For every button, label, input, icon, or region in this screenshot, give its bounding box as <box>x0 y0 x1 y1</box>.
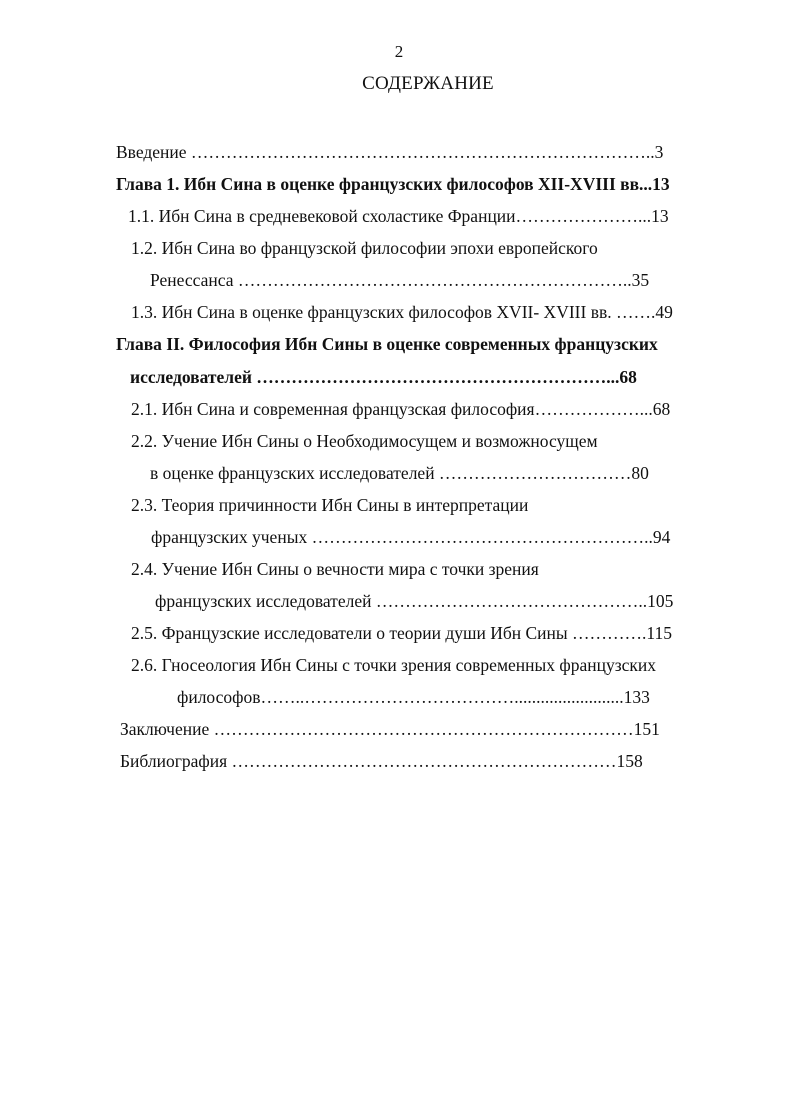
toc-section-2-1: 2.1. Ибн Сина и современная французская философия………………...68 <box>131 399 671 419</box>
toc-chapter-1: Глава 1. Ибн Сина в оценке французских философов XII-XVIII вв...13 <box>116 174 670 194</box>
toc-section-2-6-cont: философов……..……………………………….........................133 <box>177 687 650 707</box>
toc-section-2-2-cont: в оценке французских исследователей ……………………………80 <box>150 463 649 483</box>
toc-section-1-1: 1.1. Ибн Сина в средневековой схоластике Франции…………………...13 <box>128 206 669 226</box>
toc-section-2-2: 2.2. Учение Ибн Сины о Необходимосущем и возможносущем <box>131 431 598 451</box>
toc-section-2-4: 2.4. Учение Ибн Сины о вечности мира с точки зрения <box>131 559 539 579</box>
toc-entry-conclusion: Заключение ………………………………………………………………151 <box>120 719 660 739</box>
toc-section-1-3: 1.3. Ибн Сина в оценке французских философов XVII- XVIII вв. …….49 <box>131 302 673 322</box>
toc-section-2-6: 2.6. Гносеология Ибн Сины с точки зрения современных французских <box>131 655 657 675</box>
toc-section-1-2-cont: Ренессанса …………………………………………………………..35 <box>150 270 650 290</box>
toc-section-2-5: 2.5. Французские исследователи о теории души Ибн Сины ………….115 <box>131 623 673 643</box>
toc-section-2-3-cont: французских ученых …………………………………………………..94 <box>151 527 671 547</box>
toc-section-2-3: 2.3. Теория причинности Ибн Сины в интерпретации <box>131 495 529 515</box>
toc-entry-introduction: Введение ……………………………………………………………………..3 <box>116 142 664 162</box>
toc-entry-bibliography: Библиография …………………………………………………………158 <box>120 751 643 771</box>
toc-chapter-2: Глава II. Философия Ибн Сины в оценке современных французских <box>116 334 658 354</box>
toc-section-1-2: 1.2. Ибн Сина во французской философии эпохи европейского <box>131 238 598 258</box>
page-title: СОДЕРЖАНИЕ <box>362 73 494 94</box>
toc-section-2-4-cont: французских исследователей ………………………………………..105 <box>155 591 674 611</box>
page-number: 2 <box>394 42 404 61</box>
toc-chapter-2-cont: исследователей ……………………………………………………...68 <box>130 367 637 387</box>
